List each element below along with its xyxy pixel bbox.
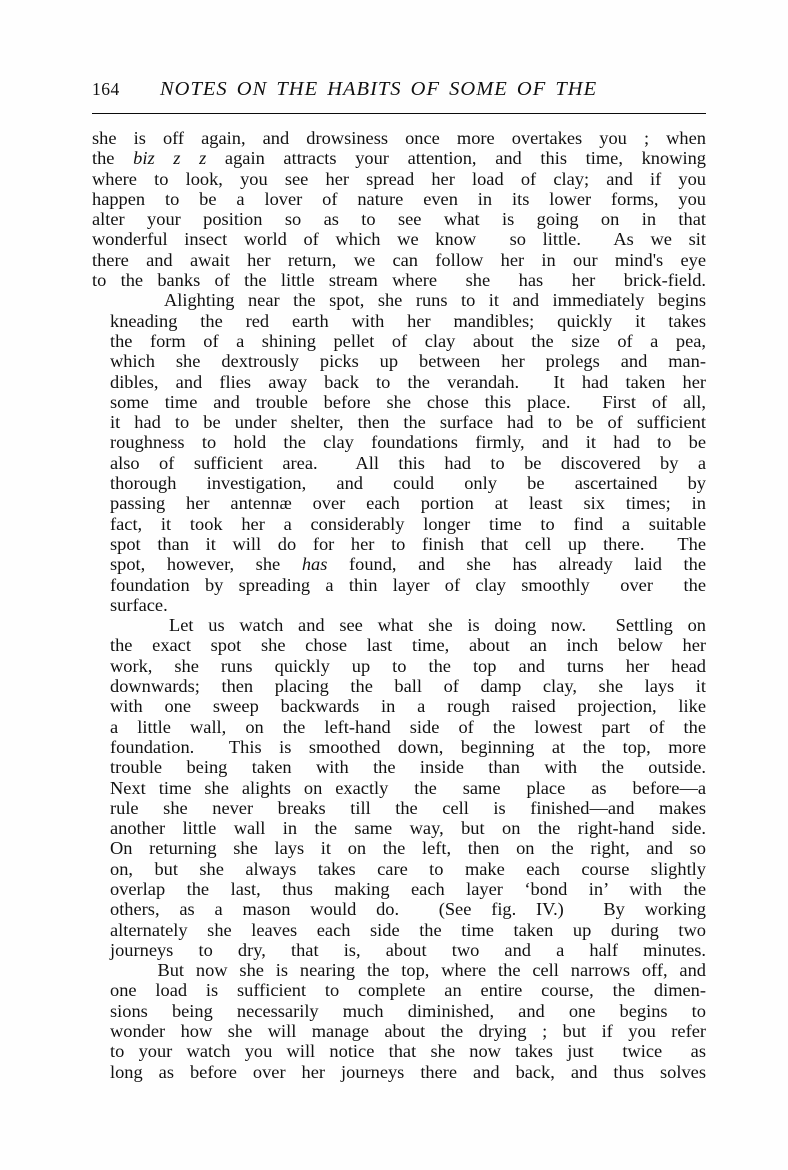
text-line: alter your position so as to see what is going on in that (92, 209, 706, 230)
text-line: surface. (110, 594, 168, 615)
paragraph-2 (92, 290, 706, 615)
running-head (92, 78, 706, 108)
text-line: wonderful insect world of which we know so little. As we sit (92, 229, 706, 250)
text-line: to the banks of the little stream where she has her brick-field. (92, 270, 706, 291)
text-line: rule she never breaks till the cell is finished—and makes (110, 797, 706, 818)
text-line: fact, it took her a considerably longer time to find a suitable (110, 513, 706, 534)
text-line: foundation. This is smoothed down, beginning at the top, more (110, 736, 706, 757)
paragraph-3 (92, 615, 706, 960)
text-line: downwards; then placing the ball of damp clay, she lays it (110, 676, 706, 697)
text-line: on, but she always takes care to make each course slightly (110, 858, 706, 879)
text-line: alternately she leaves each side the time taken up during two (110, 919, 706, 940)
text-line: which she dextrously picks up between her prolegs and man- (110, 351, 706, 372)
text-line: trouble being taken with the inside than with the outside. (110, 757, 706, 778)
header-rule (92, 113, 706, 114)
text-line: where to look, you see her spread her load of clay; and if you (92, 168, 706, 189)
text-line: spot than it will do for her to finish that cell up there. The (110, 533, 706, 554)
text-line: But now she is nearing the top, where the cell narrows off, and (110, 960, 706, 981)
text-line: long as before over her journeys there and back, and thus solves (110, 1061, 706, 1082)
text-line: happen to be a lover of nature even in its lower forms, you (92, 188, 706, 209)
text-line: passing her antennæ over each portion at least six times; in (110, 493, 706, 514)
text-line: the biz z z again attracts your attention, and this time, knowing (92, 148, 706, 169)
text-line: journeys to dry, that is, about two and a half minutes. (110, 939, 706, 960)
text-line: sions being necessarily much diminished, and one begins to (110, 1000, 706, 1021)
paragraph-4 (92, 960, 706, 1082)
text-line: the form of a shining pellet of clay about the size of a pea, (110, 330, 706, 351)
text-line: it had to be under shelter, then the surface had to be of sufficient (110, 412, 706, 433)
text-line: also of sufficient area. All this had to be discovered by a (110, 452, 706, 473)
text-line: there and await her return, we can follow her in our mind's eye (92, 249, 706, 270)
text-line: wonder how she will manage about the drying ; but if you refer (110, 1021, 706, 1042)
text-line: spot, however, she has found, and she has already laid the (110, 554, 706, 575)
text-line: one load is sufficient to complete an entire course, the dimen- (110, 980, 706, 1001)
text-line: others, as a mason would do. (See fig. IV.) By working (110, 899, 706, 920)
text-line: Alighting near the spot, she runs to it and immediately begins (110, 290, 706, 311)
text-line: On returning she lays it on the left, then on the right, and so (110, 838, 706, 859)
text-line: she is off again, and drowsiness once more overtakes you ; when (92, 128, 706, 148)
text-line: with one sweep backwards in a rough raised projection, like (110, 696, 706, 717)
text-line: some time and trouble before she chose this place. First of all, (110, 391, 706, 412)
text-line: dibles, and flies away back to the verandah. It had taken her (110, 371, 706, 392)
text-block (92, 78, 706, 1082)
text-line: Next time she alights on exactly the same place as before—a (110, 777, 706, 798)
text-line: Let us watch and see what she is doing now. Settling on (110, 615, 706, 636)
text-line: another little wall in the same way, but on the right-hand side. (110, 818, 706, 839)
text-line: to your watch you will notice that she now takes just twice as (110, 1041, 706, 1062)
text-line: foundation by spreading a thin layer of clay smoothly over the (110, 574, 706, 595)
text-line: thorough investigation, and could only be ascertained by (110, 473, 706, 494)
text-line: kneading the red earth with her mandibles; quickly it takes (110, 310, 706, 331)
italic-phrase: biz z z (133, 148, 207, 169)
text-line: overlap the last, thus making each layer ‘bond in’ with the (110, 878, 706, 899)
page-folio: 164 (92, 79, 120, 99)
text-line: the exact spot she chose last time, about an inch below her (110, 635, 706, 656)
italic-word: has (301, 554, 328, 575)
text-line: work, she runs quickly up to the top and turns her head (110, 655, 706, 676)
text-line: a little wall, on the left-hand side of the lowest part of the (110, 716, 706, 737)
text-line: roughness to hold the clay foundations firmly, and it had to be (110, 432, 706, 453)
running-head-title: NOTES ON THE HABITS OF SOME OF THE (160, 78, 598, 100)
body-copy (92, 128, 706, 1082)
paragraph-1 (92, 128, 706, 290)
